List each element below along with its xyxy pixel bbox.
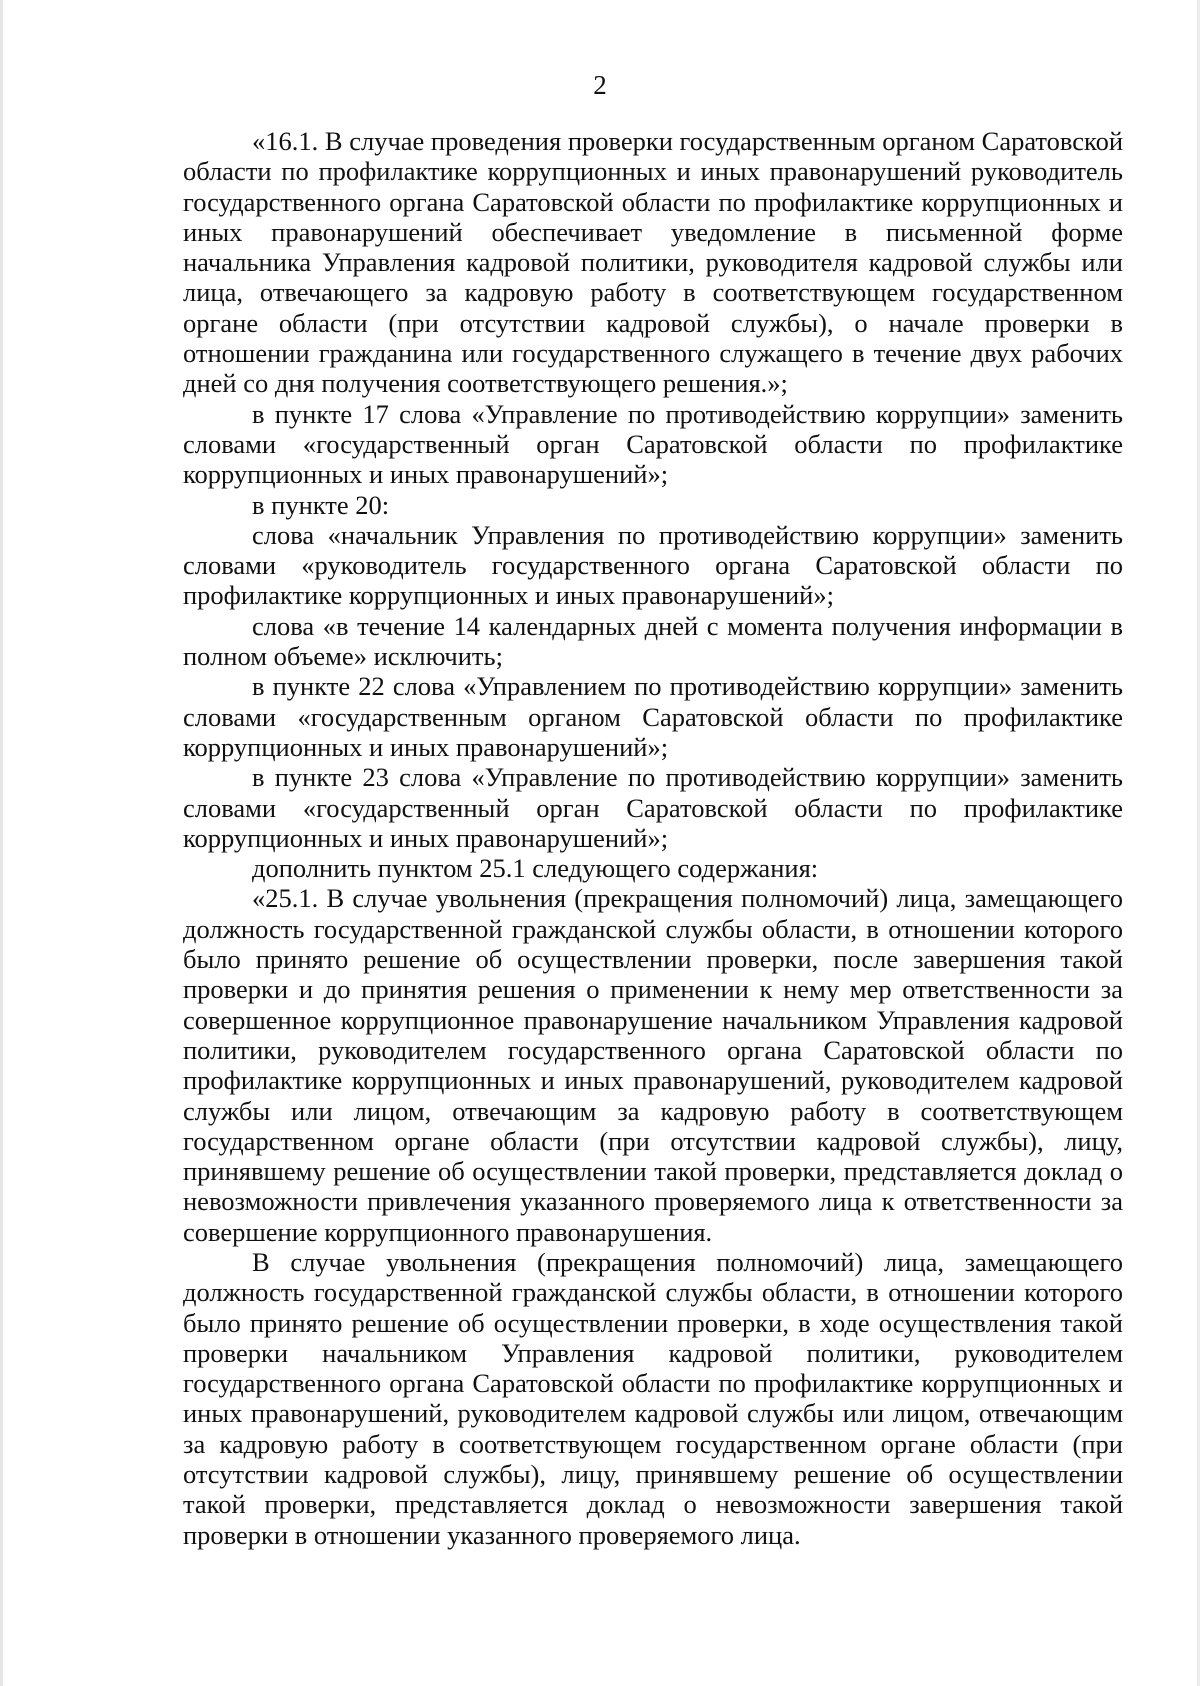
paragraph-16-1: «16.1. В случае проведения проверки государственным органом Саратовской области по профилактике коррупционных и иных правонарушений руководитель государственного органа Саратовской области по профилактике коррупционных и иных правонарушений обеспечивает уведомление в письменной форме начальника Управления кадровой политики, руководителя кадровой службы или лица, отвечающего за кадровую работу в соответствующем государственном органе области (при отсутствии кадровой службы), о начале проверки в отношении гражданина или государственного служащего в течение двух рабочих дней со дня получения соответствующего решения.»;: [183, 126, 1123, 399]
paragraph-point-23: в пункте 23 слова «Управление по противодействию коррупции» заменить словами «государственный орган Саратовской области по профилактике коррупционных и иных правонарушений»;: [183, 762, 1123, 853]
paragraph-25-1: «25.1. В случае увольнения (прекращения полномочий) лица, замещающего должность государственной гражданской службы области, в отношении которого было принято решение об осуществлении проверки, после завершения такой проверки и до принятия решения о применении к нему мер ответственности за совершенное коррупционное правонарушение начальником Управления кадровой политики, руководителем государственного органа Саратовской области по профилактике коррупционных и иных правонарушений, руководителем кадровой службы или лицом, отвечающим за кадровую работу в соответствующем государственном органе области (при отсутствии кадровой службы), лицу, принявшему решение об осуществлении такой проверки, представляется доклад о невозможности привлечения указанного проверяемого лица к ответственности за совершение коррупционного правонарушения.: [183, 883, 1123, 1247]
paragraph-point-20-words-2: слова «в течение 14 календарных дней с момента получения информации в полном объеме» исключить;: [183, 610, 1123, 672]
paragraph-point-22: в пункте 22 слова «Управлением по противодействию коррупции» заменить словами «государственным органом Саратовской области по профилактике коррупционных и иных правонарушений»;: [183, 671, 1123, 762]
scan-edge-left: [0, 0, 3, 1686]
paragraph-point-20-words-1: слова «начальник Управления по противодействию коррупции» заменить словами «руководитель государственного органа Саратовской области по профилактике коррупционных и иных правонарушений»;: [183, 519, 1123, 611]
paragraph-point-20-heading: в пункте 20:: [252, 489, 390, 520]
page-number: 2: [593, 70, 607, 100]
paragraph-25-1-continued: В случае увольнения (прекращения полномочий) лица, замещающего должность государственной гражданской службы области, в отношении которого было принято решение об осуществлении проверки, в ходе осуществления такой проверки начальником Управления кадровой политики, руководителем государственного органа Саратовской области по профилактике коррупционных и иных правонарушений, руководителем кадровой службы или лицом, отвечающим за кадровую работу в соответствующем государственном органе области (при отсутствии кадровой службы), лицу, принявшему решение об осуществлении такой проверки, представляется доклад о невозможности завершения такой проверки в отношении указанного проверяемого лица.: [183, 1246, 1123, 1550]
document-body: [183, 126, 1123, 1550]
paragraph-point-17: в пункте 17 слова «Управление по противодействию коррупции» заменить словами «государственный орган Саратовской области по профилактике коррупционных и иных правонарушений»;: [183, 398, 1123, 490]
paragraph-add-25-1: дополнить пунктом 25.1 следующего содержания:: [252, 853, 819, 884]
